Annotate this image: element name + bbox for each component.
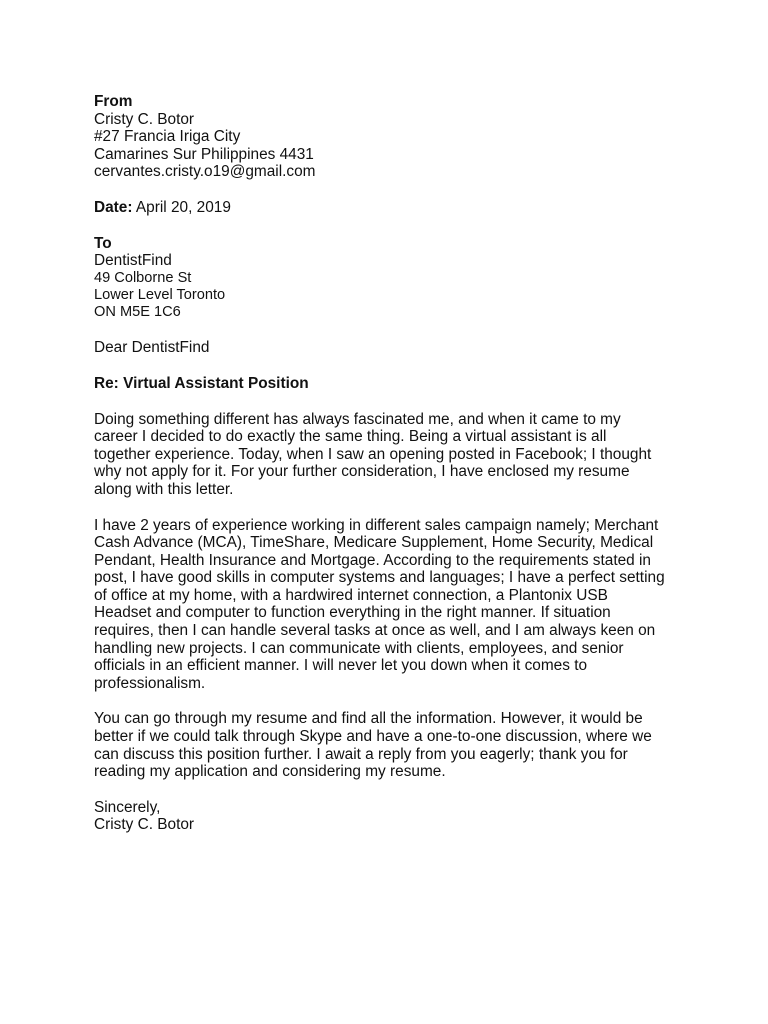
sender-region: Camarines Sur Philippines 4431 xyxy=(94,145,314,163)
paragraph-line: requires, then I can handle several tasks at once as well, and I am always keen on xyxy=(94,622,656,640)
recipient-block xyxy=(94,235,694,322)
to-heading: To xyxy=(94,234,112,252)
paragraph-line: officials in an efficient manner. I will never let you down when it comes to xyxy=(94,657,588,675)
paragraph-line: better if we could talk through Skype and have a one-to-one discussion, where we xyxy=(94,728,652,746)
paragraph-line: I have 2 years of experience working in different sales campaign namely; Merchant xyxy=(94,516,659,534)
recipient-city: Lower Level Toronto xyxy=(94,286,226,303)
paragraph-line: Cash Advance (MCA), TimeShare, Medicare Supplement, Home Security, Medical xyxy=(94,534,654,552)
paragraph-line: why not apply for it. For your further consideration, I have enclosed my resume xyxy=(94,463,630,481)
subject-text: Re: Virtual Assistant Position xyxy=(94,374,309,392)
subject-line xyxy=(94,375,694,393)
sender-name: Cristy C. Botor xyxy=(94,110,195,128)
paragraph-line: reading my application and considering my resume. xyxy=(94,763,446,781)
closing-block xyxy=(94,799,694,834)
paragraph-line: You can go through my resume and find all the information. However, it would be xyxy=(94,710,643,728)
body-paragraph-1 xyxy=(94,411,694,499)
letter-page xyxy=(94,93,694,834)
date-label: Date: xyxy=(94,198,133,216)
paragraph-line: Doing something different has always fascinated me, and when it came to my xyxy=(94,410,621,428)
paragraph-line: can discuss this position further. I await a reply from you eagerly; thank you for xyxy=(94,745,628,763)
paragraph-line: post, I have good skills in computer systems and languages; I have a perfect setting xyxy=(94,569,665,587)
signature-name: Cristy C. Botor xyxy=(94,816,195,834)
salutation xyxy=(94,339,694,357)
body-paragraph-2 xyxy=(94,517,694,693)
paragraph-line: along with this letter. xyxy=(94,480,234,498)
paragraph-line: Pendant, Health Insurance and Mortgage. According to the requirements stated in xyxy=(94,551,651,569)
paragraph-line: handling new projects. I can communicate with clients, employees, and senior xyxy=(94,639,624,657)
paragraph-line: professionalism. xyxy=(94,674,206,692)
paragraph-line: career I decided to do exactly the same thing. Being a virtual assistant is all xyxy=(94,428,607,446)
sender-street: #27 Francia Iriga City xyxy=(94,128,241,146)
recipient-name: DentistFind xyxy=(94,252,172,270)
date-line xyxy=(94,199,694,217)
paragraph-line: of office at my home, with a hardwired internet connection, a Plantonix USB xyxy=(94,586,608,604)
sender-email: cervantes.cristy.o19@gmail.com xyxy=(94,163,316,181)
salutation-text: Dear DentistFind xyxy=(94,339,210,357)
date-value: April 20, 2019 xyxy=(135,198,231,216)
sender-block xyxy=(94,93,694,181)
paragraph-line: together experience. Today, when I saw an opening posted in Facebook; I thought xyxy=(94,445,652,463)
valediction: Sincerely, xyxy=(94,798,161,816)
paragraph-line: Headset and computer to function everything in the right manner. If situation xyxy=(94,604,611,622)
recipient-street: 49 Colborne St xyxy=(94,269,192,286)
body-paragraph-3 xyxy=(94,710,694,780)
from-heading: From xyxy=(94,93,133,110)
recipient-postal: ON M5E 1C6 xyxy=(94,304,181,321)
